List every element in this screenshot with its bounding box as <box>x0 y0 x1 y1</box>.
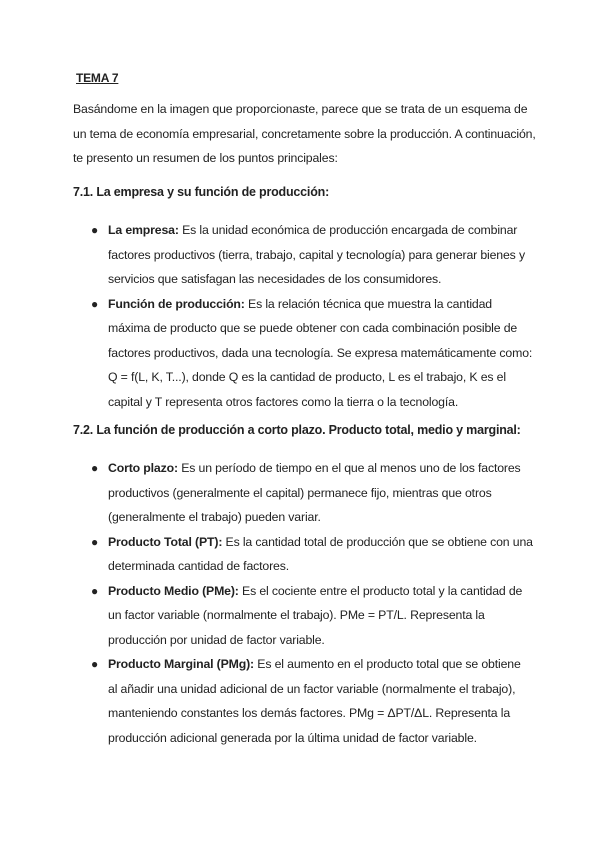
list-item <box>0 652 533 750</box>
section-7-1-list <box>0 218 533 414</box>
item-term: Función de producción: <box>108 296 245 311</box>
bullet-icon: ● <box>91 534 99 549</box>
section-heading-7-2: 7.2. La función de producción a corto plazo. Producto total, medio y marginal: <box>73 423 521 437</box>
item-term: Producto Marginal (PMg): <box>108 657 255 671</box>
item-text: Es el aumento en el producto total que se obtiene al añadir una unidad adicional de un factor variable (normalmente el trabajo), manteniendo constantes los demás factores. PMg = ΔPT/ΔL. Representa la producción adicional generada por la última unidad de factor variable. <box>108 657 521 745</box>
list-item <box>0 579 533 653</box>
item-text: Es la cantidad total de producción que se obtiene con una determinada cantidad de factores. <box>108 534 533 573</box>
bullet-icon: ● <box>91 296 99 311</box>
item-term: Producto Medio (PMe): <box>108 583 239 598</box>
section-heading-7-1: 7.1. La empresa y su función de producción: <box>73 185 330 199</box>
list-item <box>0 218 533 292</box>
bullet-icon: ● <box>91 461 99 475</box>
item-text: Es la unidad económica de producción encargada de combinar factores productivos (tierra, trabajo, capital y tecnología) para generar bienes y servicios que satisfagan las necesidades de los consumidores. <box>108 223 525 286</box>
list-item <box>0 530 533 579</box>
item-text: Es un período de tiempo en el que al menos uno de los factores productivos (generalmente el capital) permanece fijo, mientras que otros (generalmente el trabajo) pueden variar. <box>108 461 521 524</box>
item-text: Es la relación técnica que muestra la cantidad máxima de producto que se puede obtener con cada combinación posible de factores productivos, dada una tecnología. Se expresa matemáticamente como: Q = f(L, K, T...), donde Q es la cantidad de producto, L es el trabajo, K es el capital y T representa otros factores como la tierra o la tecnología. <box>108 296 533 409</box>
bullet-icon: ● <box>91 657 99 671</box>
list-item <box>0 456 533 530</box>
bullet-icon: ● <box>91 583 99 598</box>
bullet-icon: ● <box>91 223 99 237</box>
intro-paragraph: Basándome en la imagen que proporcionaste, parece que se trata de un esquema de un tema de economía empresarial, concretamente sobre la producción. A continuación, te presento un resumen de los puntos principales: <box>73 102 536 165</box>
item-term: La empresa: <box>108 223 179 237</box>
document-title: TEMA 7 <box>76 71 119 85</box>
section-7-2-list <box>0 456 533 750</box>
list-item <box>0 292 533 415</box>
item-text: Es el cociente entre el producto total y la cantidad de un factor variable (normalmente el trabajo). PMe = PT/L. Representa la producción por unidad de factor variable. <box>108 583 523 647</box>
item-term: Corto plazo: <box>108 461 178 475</box>
item-term: Producto Total (PT): <box>108 534 223 549</box>
